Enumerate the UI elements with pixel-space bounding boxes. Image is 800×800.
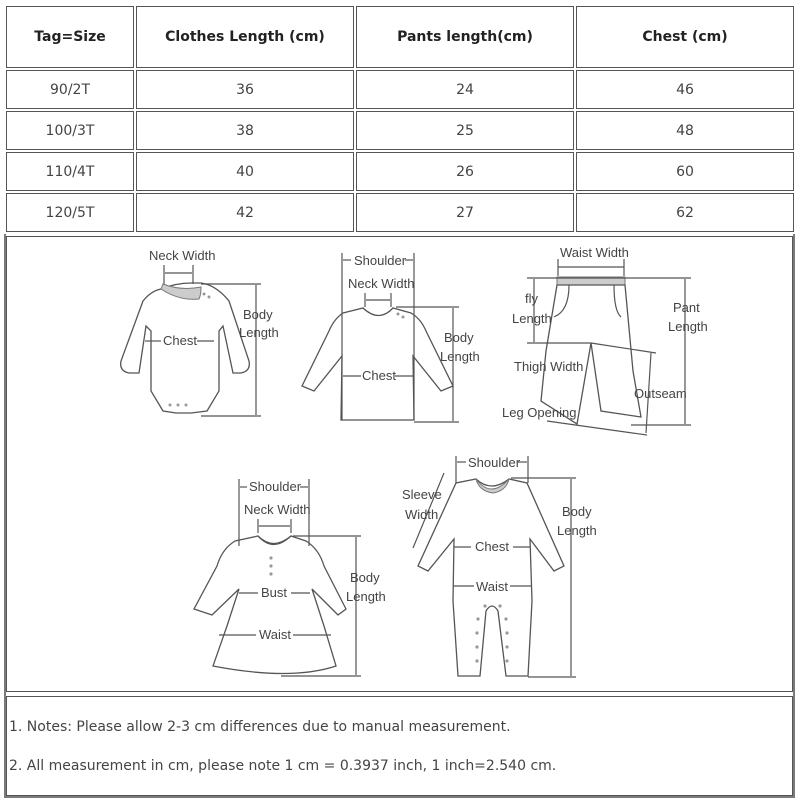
cell-chest: 48 <box>576 111 794 150</box>
label-waist-width: Waist Width <box>560 245 629 260</box>
cell-clothes-length: 38 <box>136 111 354 150</box>
note-unit-conversion: 2. All measurement in cm, please note 1 cm = 0.3937 inch, 1 inch=2.540 cm. <box>9 758 557 774</box>
label-body: Body <box>243 307 273 322</box>
label-fly: fly <box>525 291 538 306</box>
cell-size: 90/2T <box>6 70 134 109</box>
header-tag-size: Tag=Size <box>6 6 134 68</box>
diagram-illustrations <box>7 237 792 691</box>
label-waist: Waist <box>476 579 509 594</box>
label-body: Body <box>562 504 592 519</box>
label-fly-length: Length <box>512 311 552 326</box>
cell-clothes-length: 40 <box>136 152 354 191</box>
cell-pants-length: 24 <box>356 70 574 109</box>
label-chest: Chest <box>163 333 197 348</box>
cell-pants-length: 27 <box>356 193 574 232</box>
label-chest: Chest <box>475 539 509 554</box>
table-row <box>6 152 794 191</box>
table-row <box>6 111 794 150</box>
label-body: Body <box>444 330 474 345</box>
label-pant: Pant <box>673 300 700 315</box>
label-neck-width: Neck Width <box>149 248 216 263</box>
label-shoulder: Shoulder <box>468 455 521 470</box>
cell-clothes-length: 36 <box>136 70 354 109</box>
size-table <box>4 4 796 234</box>
label-chest: Chest <box>362 368 396 383</box>
label-thigh-width: Thigh Width <box>514 359 584 374</box>
table-header-row <box>6 6 794 68</box>
label-length: Length <box>557 523 597 538</box>
label-leg-opening: Leg Opening <box>502 405 577 420</box>
label-outseam: Outseam <box>634 386 687 401</box>
measurement-diagrams <box>6 236 793 692</box>
cell-chest: 62 <box>576 193 794 232</box>
label-sleeve: Sleeve <box>402 487 442 502</box>
label-neck-width: Neck Width <box>348 276 415 291</box>
cell-chest: 60 <box>576 152 794 191</box>
dress-diagram <box>194 479 386 676</box>
cell-size: 110/4T <box>6 152 134 191</box>
label-bust: Bust <box>261 585 288 600</box>
label-shoulder: Shoulder <box>249 479 302 494</box>
cell-chest: 46 <box>576 70 794 109</box>
label-pant-length: Length <box>668 319 708 334</box>
sweater-diagram <box>302 253 480 422</box>
table-row <box>6 193 794 232</box>
romper-diagram <box>402 455 597 677</box>
cell-pants-length: 26 <box>356 152 574 191</box>
header-pants-length: Pants length(cm) <box>356 6 574 68</box>
notes-section <box>6 696 793 796</box>
table-row <box>6 70 794 109</box>
header-chest: Chest (cm) <box>576 6 794 68</box>
label-length: Length <box>440 349 480 364</box>
label-waist: Waist <box>259 627 292 642</box>
label-length: Length <box>346 589 386 604</box>
cell-size: 100/3T <box>6 111 134 150</box>
header-clothes-length: Clothes Length (cm) <box>136 6 354 68</box>
label-shoulder: Shoulder <box>354 253 407 268</box>
cell-clothes-length: 42 <box>136 193 354 232</box>
note-measurement-tolerance: 1. Notes: Please allow 2-3 cm differences due to manual measurement. <box>9 719 511 735</box>
pants-diagram <box>502 245 708 435</box>
cell-size: 120/5T <box>6 193 134 232</box>
bodysuit-diagram <box>121 248 279 416</box>
label-sleeve-width: Width <box>405 507 439 522</box>
label-neck-width: Neck Width <box>244 502 311 517</box>
cell-pants-length: 25 <box>356 111 574 150</box>
label-body: Body <box>350 570 380 585</box>
label-length: Length <box>239 325 279 340</box>
